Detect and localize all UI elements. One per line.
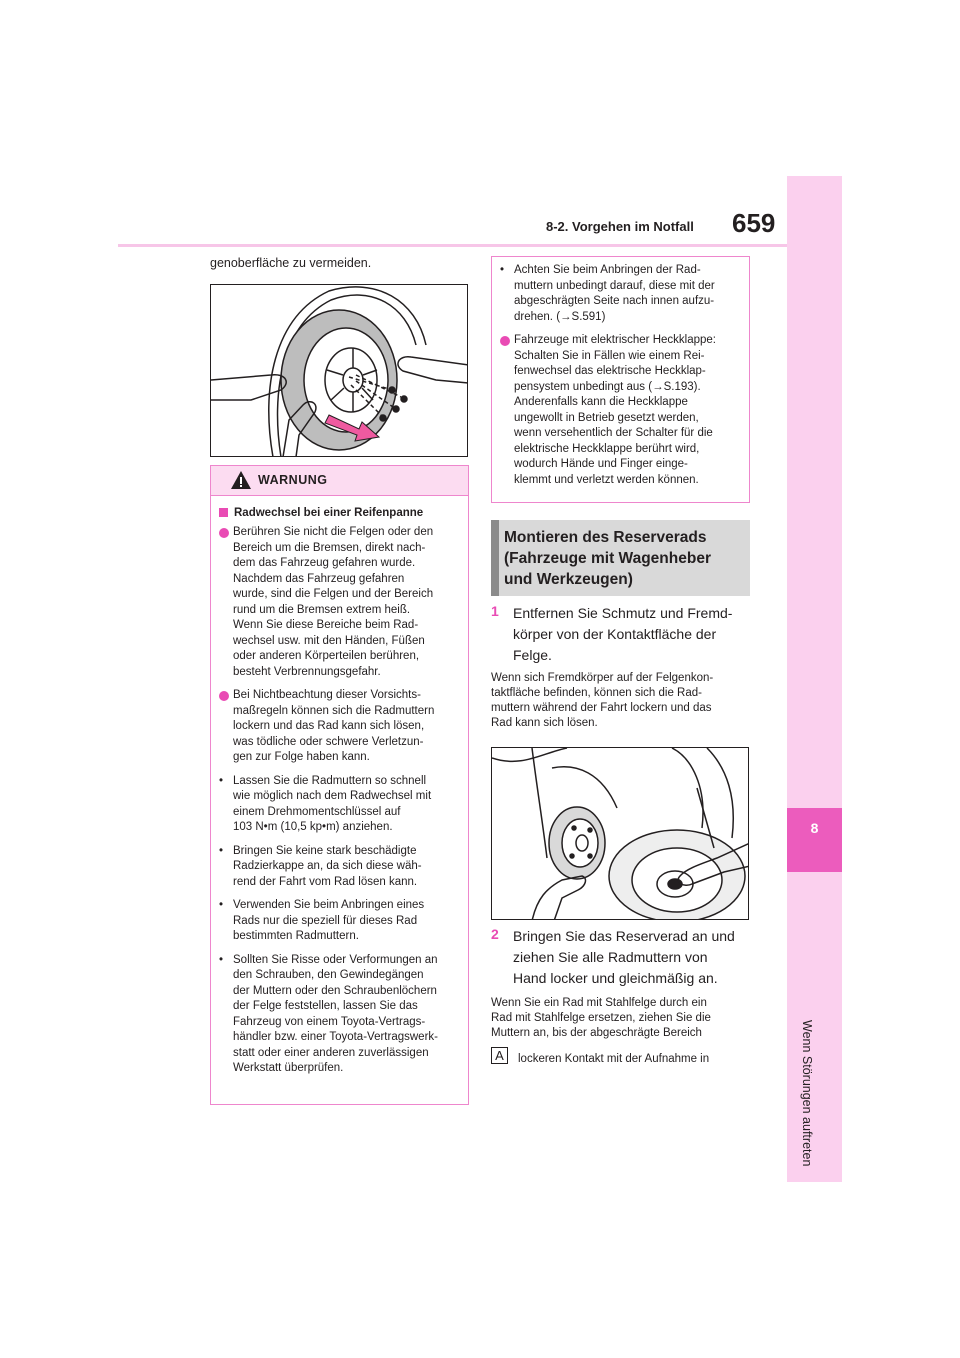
step-number: 1 (491, 603, 499, 619)
warning-header (211, 466, 468, 496)
bullet-glyph: • (219, 953, 224, 966)
step-1 (491, 603, 751, 666)
chapter-side-tab (787, 176, 842, 1182)
wheel-removal-illustration (210, 284, 468, 457)
warning-item (219, 774, 460, 836)
warning-item (219, 688, 460, 766)
step-number: 2 (491, 926, 499, 942)
bullet-glyph: • (219, 774, 224, 787)
chapter-number: 8 (810, 820, 819, 836)
note-item (500, 333, 741, 488)
bullet-glyph: • (219, 899, 224, 911)
warning-item (219, 898, 460, 945)
circle-bullet-icon (219, 528, 229, 538)
note-item-text: Fahrzeuge mit elektrischer Heckklappe: Schalten Sie in Fällen wie einem Rei- fenwechsel das elektrische Heckklap- pensystem unbedingt aus (→S.193). Anderenfalls kann die Heckklappe ungewollt in Betrieb gesetzt werden, wenn versehentlich der Schalter für die elektrische Heckklappe berührt wird, wodurch Hände und Finger einge- klemmt und verletzt werden können. (514, 334, 716, 486)
spare-wheel-cleaning-illustration (491, 747, 749, 920)
warning-body (211, 496, 468, 1077)
warning-subheading-text: Radwechsel bei einer Reifenpanne (234, 507, 424, 519)
section-heading-box (491, 520, 750, 596)
warning-item-text: Bei Nichtbeachtung dieser Vorsichts- maßregeln können sich die Radmuttern lockern und das Rad kann sich lösen, was tödliche oder schwere Verletzun- gen zur Folge haben kann. (233, 689, 435, 763)
warning-item (219, 525, 460, 680)
warning-subheading (219, 505, 460, 521)
page-number: 659 (732, 208, 776, 238)
warning-title: WARNUNG (258, 473, 328, 487)
warning-triangle-icon (230, 469, 252, 491)
step-text: Bringen Sie das Reserverad an und ziehen Sie alle Radmuttern von Hand locker und gleichmäßig an. (513, 928, 735, 986)
warning-item (219, 844, 460, 891)
step-2 (491, 926, 751, 989)
step-1-description: Wenn sich Fremdkörper auf der Felgenkon- taktfläche befinden, können sich die Rad- muttern während der Fahrt lockern und das Rad kann sich lösen. (491, 672, 714, 729)
warning-item-text: Berühren Sie nicht die Felgen oder den Bereich um die Bremsen, direkt nach- dem das Fahrzeug gefahren wurde. Nachdem das Fahrzeug gefahren wurde, sind die Felgen und der Bereich rund um die Bremsen extrem heiß. Wenn Sie diese Bereiche beim Rad- wechsel usw. mit den Händen, Füßen oder anderen Körperteilen berühren, besteht Verbrennungsgefahr. (233, 526, 434, 678)
header-rule (118, 244, 842, 247)
warning-item-text: Sollten Sie Risse oder Verformungen an den Schrauben, den Gewindegängen der Muttern oder den Schraubenlöchern der Felge feststellen, lassen Sie das Fahrzeug von einem Toyota-Vertrags- händler bzw. einer Toyota-Vertragswerk- statt oder einer anderen zuverlässigen Werkstatt überprüfen. (233, 953, 438, 1074)
continued-warning-box (491, 256, 750, 503)
note-item-text: Achten Sie beim Anbringen der Rad- muttern unbedingt darauf, diese mit der abgeschrägten Seite nach innen aufzu- drehen. (→S.591) (514, 264, 715, 323)
step-2-description: Wenn Sie ein Rad mit Stahlfelge durch ein Rad mit Stahlfelge ersetzen, ziehen Sie die Muttern an, bis der abgeschrägte Bereich (491, 997, 711, 1039)
bullet-glyph: • (219, 844, 224, 857)
step-text: Entfernen Sie Schmutz und Fremd- körper von der Kontaktfläche der Felge. (513, 605, 733, 663)
chapter-number-tab (787, 808, 842, 872)
warning-box (210, 465, 469, 1105)
section-heading-bar (491, 520, 499, 596)
warning-item-text: Bringen Sie keine stark beschädigte Radzierkappe an, da sich diese wäh- rend der Fahrt vom Rad lösen kann. (233, 844, 422, 888)
warning-item (219, 953, 460, 1077)
chapter-title-vertical: Wenn Störungen auftreten (800, 1020, 814, 1167)
warning-item-text: Verwenden Sie beim Anbringen eines Rads nur die speziell für dieses Rad bestimmten Radmuttern. (233, 899, 425, 942)
warning-item-text: Lassen Sie die Radmuttern so schnell wie möglich nach dem Radwechsel mit einem Drehmomentschlüssel auf 103 N•m (10,5 kp•m) anziehen. (233, 774, 432, 833)
section-header: 8-2. Vorgehen im Notfall (546, 219, 694, 234)
circle-bullet-icon (500, 336, 510, 346)
step-2-description-continued: lockeren Kontakt mit der Aufnahme in (518, 1053, 710, 1065)
bullet-glyph: • (500, 264, 505, 276)
intro-text: genoberfläche zu vermeiden. (210, 256, 372, 270)
circle-bullet-icon (219, 691, 229, 701)
note-item (500, 263, 741, 325)
square-bullet-icon (219, 508, 228, 517)
callout-a-label: A (491, 1047, 508, 1064)
section-heading: Montieren des Reserverads (Fahrzeuge mit Wagenheber und Werkzeugen) (504, 529, 711, 588)
